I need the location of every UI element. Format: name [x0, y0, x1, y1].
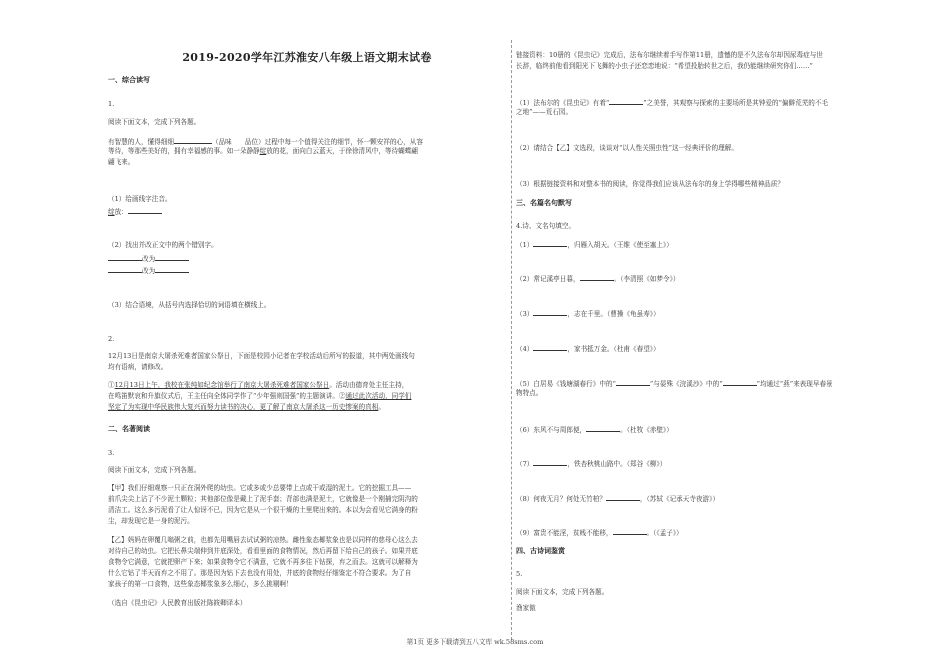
q4-item-4-blank[interactable]: [533, 342, 567, 351]
q4-item-2-a: （2）常记溪亭日暮，: [516, 275, 580, 283]
q3-source: （选自《昆虫记》人民教育出版社陈筱卿译本）: [108, 599, 247, 607]
q3-r1-blank[interactable]: [609, 96, 643, 105]
q1-sub2-blank-3[interactable]: [108, 264, 142, 273]
q3-jia-line3: 清洁工。这么多污泥看了让人惊讶不已，因为它是从一个很干燥的土里爬出来的。本以为会看见它满身的粉: [108, 506, 418, 514]
q1-intro: 阅读下面文本，完成下列各题。: [108, 118, 201, 126]
q4-item-8-a: （8）何夜无月？何处无竹柏？: [516, 495, 606, 503]
page-title: 2019-2020学年江苏淮安八年级上语文期末试卷: [182, 51, 432, 64]
q1-underlined-char: 绽: [259, 147, 267, 155]
q4-number-intro: [516, 221, 575, 232]
q1-sub2-blank-2[interactable]: [155, 252, 189, 261]
q4-item-4-b: ，家书抵万金。（杜甫《春望》）: [567, 345, 660, 353]
q1-sub1-blank[interactable]: [128, 205, 162, 214]
q1-sub1-char: 绽: [108, 208, 115, 216]
q4-item-3: [516, 307, 660, 320]
q1-passage-part-b: （品味 品位）过程中每一个值得关注的细节，怀一颗安祥的心，从容: [211, 138, 423, 146]
q1-passage-part-a: 有智慧的人，懂得细细: [108, 138, 174, 146]
q1-passage-line2-b: 放的花，面向白云蓝天，于徐徐清风中，等待蝴蝶翩: [266, 147, 418, 155]
q1-passage-line2: [108, 146, 506, 157]
q3-yi-line3: 食物令它满意，它就把卵产下来；如果食物令它不满意，它就不再多往下钻探，弃之而去。这就可以解释为: [108, 558, 418, 566]
q4-item-6: [516, 423, 673, 436]
q4-item-8-blank[interactable]: [606, 492, 640, 501]
q1-sub1-tail: 放：: [114, 208, 128, 216]
column-divider: [511, 40, 512, 640]
q3-yi-line2: 对待自己的幼虫。它把长鼻尖端伸到井底深处，看看里面的食物情况，然后再留下给自己的孩子。如果井底: [108, 547, 418, 555]
q4-item-5-blank-1[interactable]: [616, 377, 650, 386]
q1-sub2-change-1: 改为: [142, 255, 156, 263]
q2-line2: 均有语病，请修改。: [108, 363, 168, 371]
q4-item-6-a: （6）东风不与周郎便，: [516, 426, 587, 434]
q4-item-1: [516, 238, 673, 251]
q4-item-3-blank[interactable]: [533, 307, 567, 316]
q1-sub1-label: （1）给画线字注音。: [108, 195, 172, 203]
q1-blank[interactable]: [174, 135, 212, 144]
q3-r1-line1: [516, 96, 920, 109]
q4-item-8: [516, 492, 719, 505]
section-heading-3: 三、名篇名句默写: [516, 198, 572, 207]
q2-number: 2.: [108, 335, 115, 343]
q2-line4-text: 在鸣笛默哀和升旗仪式后，王主任向全体同学作了“少年强则国强”的主题演讲。②: [108, 392, 346, 400]
q4-item-9-a: （9）富贵不能淫，贫贱不能移，: [516, 529, 613, 537]
q1-passage-line3: 翩飞来。: [108, 158, 135, 166]
q2-line5-end: 。: [378, 403, 385, 411]
q3-r1-b: ”之美誉，其观察与探索的主要场所是其钟爱的“偏僻荒芜的不毛: [643, 99, 829, 107]
q4-item-5-c: ”均通过“燕”来表现早春景: [756, 380, 833, 388]
q4-item-1-a: （1）: [516, 241, 534, 249]
q2-underlined-sentence-2b: 坚定了为实现中华民族伟大复兴而努力读书的决心，更了解了南京大屠杀这一历史惨案的真相: [108, 403, 379, 411]
q1-sub2-row2: [108, 264, 189, 277]
q4-item-7: [516, 457, 666, 470]
q4-item-5-line2: 物特点。: [516, 389, 543, 397]
q2-line1: 12月13日是南京大屠杀死难者国家公祭日，下面是校园小记者在学校活动后所写的报道，其中两处画线句: [108, 352, 415, 360]
q4-number: 4.: [516, 222, 523, 230]
q1-sub2-label: （2）找出并改正文中的两个错别字。: [108, 241, 218, 249]
q4-item-8-b: ，（苏轼《记承天寺夜游》）: [639, 495, 720, 503]
q3-link-line2: 长辞，临终前他看到阳光下飞舞的小虫子还恋恋地说：“希望投胎转世之后，我仍能继续研究你们……”: [516, 62, 813, 70]
q4-item-9-blank[interactable]: [613, 526, 647, 535]
q2-line3-tail: 。活动由德育处主任主持，: [329, 381, 409, 389]
q2-line4: [108, 391, 506, 402]
q3-r3: （3）根据链接资料和对整本书的阅读，你觉得我们应该从法布尔的身上学得哪些精神品质？: [516, 180, 784, 188]
q1-number: 1.: [108, 100, 115, 108]
q2-underlined-sentence-2a: 通过此次活动，同学们: [345, 392, 412, 400]
q4-item-3-b: ，志在千里。（曹操《龟虽寿》）: [567, 310, 660, 318]
q3-jia-line2: 前爪尖尖上沾了不少泥土颗粒；其他部位像是戴上了泥手套；背部也满是泥土，它就像是一个刚捕完阴沟的: [108, 495, 418, 503]
q5-poem-title: 渔家傲: [516, 604, 536, 612]
q4-item-6-b: 。（杜牧《赤壁》）: [620, 426, 673, 434]
q1-passage-line2-a: 等待，等那些美好的，拥有幸福感的事。如一朵静静: [108, 147, 260, 155]
q1-sub1-answer: [108, 205, 162, 218]
q3-link-line1: 链接资料：10册的《昆虫记》完成后，法布尔继续着手写作第11册，遗憾的是不久法布尔却因尿毒症与世: [516, 51, 823, 59]
q4-item-2: [516, 272, 679, 285]
q4-item-9-b: 。（《孟子》）: [646, 529, 683, 537]
q5-number: 5.: [516, 570, 523, 578]
section-heading-4: 四、古诗词鉴赏: [516, 546, 565, 555]
q4-item-2-b: 。（李清照《如梦令》）: [613, 275, 680, 283]
q4-item-7-b: ，铁杏秋桃山路中。（郑谷《柳》）: [567, 460, 667, 468]
q4-item-4-a: （4）: [516, 345, 534, 353]
q3-r1-a: （1）法布尔的《昆虫记》有着“: [516, 99, 610, 107]
q4-item-9: [516, 526, 683, 539]
q5-intro: 阅读下面文本，完成下列各题。: [516, 588, 609, 596]
q3-yi-line5: 家孩子的第一口食物，这些象态椰浆象多么细心，多么挑剔啊！: [108, 580, 293, 588]
q4-item-5-b: ”与晏殊《浣溪沙》中的“: [649, 380, 723, 388]
q3-yi-line1: 【乙】妈妈在卵覆几嗡粥之前，也都先用嘴唇去试试粥的凉热。雌性象态椰浆象也是以同样的慈母心这么去: [108, 536, 418, 544]
q3-jia-line4: 尘，却发现它是一身的泥污。: [108, 517, 194, 525]
q1-sub2-blank-4[interactable]: [155, 264, 189, 273]
page-footer: 第1页 更多下载请到五八文库 wk.58sms.com: [406, 638, 544, 646]
q1-sub3-label: （3）结合语境，从括号内选择恰切的词语填在横线上。: [108, 301, 271, 309]
q4-item-5-blank-2[interactable]: [723, 377, 757, 386]
q4-item-1-blank[interactable]: [533, 238, 567, 247]
q3-r1-line2: 之地”——荒石园。: [516, 108, 573, 116]
q4-item-3-a: （3）: [516, 310, 534, 318]
q4-item-1-b: ，归雁入胡天。（王维《使至塞上》）: [567, 241, 673, 249]
q1-sub2-blank-1[interactable]: [108, 252, 142, 261]
q2-line5: [108, 402, 506, 413]
q4-item-4: [516, 342, 660, 355]
q2-underlined-sentence-1: 12月13日上午，我校在张纯如纪念馆举行了南京大屠杀死难者国家公祭日: [114, 381, 330, 389]
q3-jia-line1: 【甲】我们仔细观察一只正在洞外爬的幼虫。它或多或少总要带上点或干或湿的泥土。它的挖掘工具——: [108, 484, 412, 492]
q1-sub2-change-2: 改为: [142, 267, 156, 275]
q4-intro: 诗、文名句填空。: [522, 222, 576, 230]
q2-line3: [108, 380, 506, 391]
q3-yi-line4: 什么它钻了半天而弃之不用了。那是因为钻下去也没有用处，井底的食物经仔细鉴定不符合要求。为了自: [108, 569, 412, 577]
section-heading-1: 一、综合读写: [108, 75, 150, 84]
q4-item-7-a: （7）: [516, 460, 534, 468]
q4-item-6-blank[interactable]: [586, 423, 620, 432]
q4-item-7-blank[interactable]: [533, 457, 567, 466]
q2-marker-1: ①: [108, 381, 115, 389]
q3-r2: （2）请结合【乙】文选段，谈谈对“以人性关照虫性”这一经典评价的理解。: [516, 144, 738, 152]
q4-item-2-blank[interactable]: [580, 272, 614, 281]
section-heading-2: 二、名著阅读: [108, 424, 150, 433]
q3-number: 3.: [108, 449, 115, 457]
q4-item-5-line1: [516, 377, 920, 390]
q3-intro: 阅读下面文本，完成下列各题。: [108, 466, 201, 474]
q4-item-5-a: （5）白居易《钱塘湖春行》中的“: [516, 380, 616, 388]
